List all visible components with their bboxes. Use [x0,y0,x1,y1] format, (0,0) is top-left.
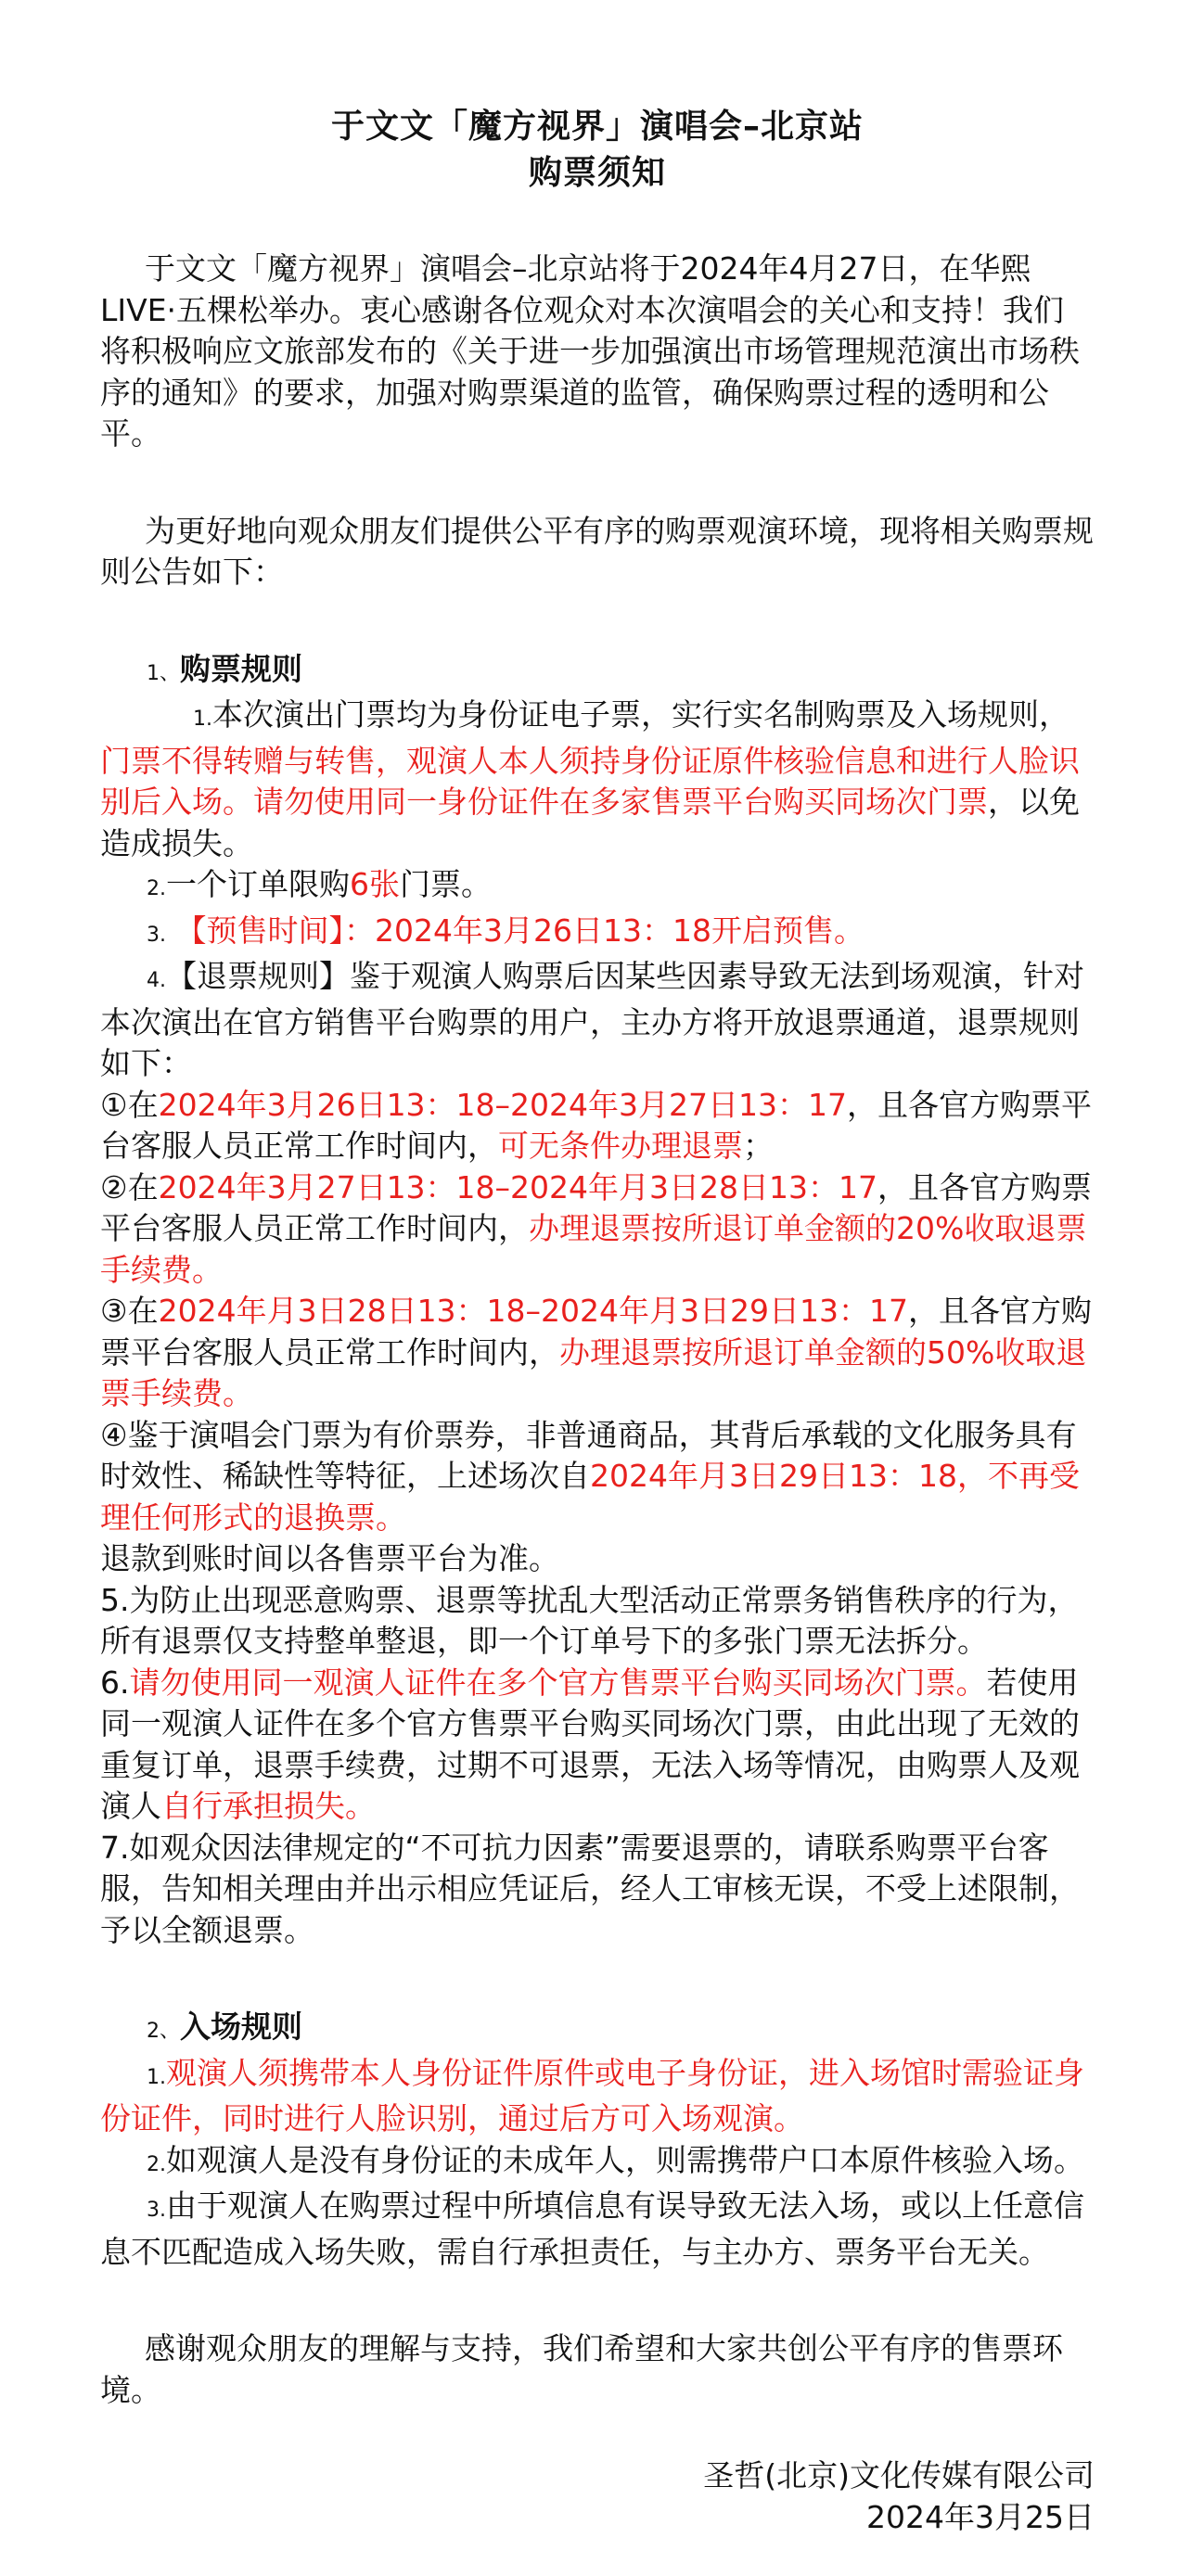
entry-rule-2: 2.如观演人是没有身份证的未成年人，则需携带户口本原件核验入场。 [147,2141,1084,2178]
notice-date: 2024年3月25日 [866,2498,1095,2535]
purchase-rule-1: 1.本次演出门票均为身份证电子票，实行实名制购票及入场规则，门票不得转赠与转售，观演人本人须持身份证原件核验信息和进行人脸识别后入场。请勿使用同一身份证件在多家售票平台购买同场次门票，以免造成损失。 [100,696,1080,861]
purchase-rule-7: 7.如观众因法律规定的“不可抗力因素”需要退票的，请联系购票平台客服，告知相关理由并出示相应凭证后，经人工审核无误，不受上述限制，予以全额退票。 [100,1829,1080,1948]
refund-rule-2: ②在2024年3月27日13：18–2024年月3日28日13：17，且各官方购票平台客服人员正常工作时间内，办理退票按所退订单金额的20%收取退票手续费。 [100,1168,1092,1288]
refund-note: 退款到账时间以各售票平台为准。 [100,1540,559,1576]
rule-number: 2. [147,2152,166,2176]
refund-rule-4: ④鉴于演唱会门票为有价票券，非普通商品，其背后承载的文化服务具有时效性、稀缺性等特征，上述场次自2024年月3日29日13：18，不再受理任何形式的退换票。 [100,1416,1080,1536]
rule-number: 4. [147,969,166,992]
entry-rule-3: 3.由于观演人在购票过程中所填信息有误导致无法入场，或以上任意信息不匹配造成入场失败，需自行承担责任，与主办方、票务平台无关。 [100,2187,1084,2270]
closing-paragraph: 感谢观众朋友的理解与支持，我们希望和大家共创公平有序的售票环境。 [100,2330,1063,2408]
ticket-limit: 6张 [350,866,400,902]
rule-number: 3. [147,923,166,947]
intro-paragraph-1: 于文文「魔方视界」演唱会–北京站将于2024年4月27日，在华熙LIVE·五棵松举办。衷心感谢各位观众对本次演唱会的关心和支持！我们将积极响应文旅部发布的《关于进一步加强演出市场管理规范演出市场秩序的通知》的要求，加强对购票渠道的监管，确保购票过程的透明和公平。 [100,250,1080,452]
company-name: 圣哲(北京)文化传媒有限公司 [703,2457,1095,2493]
refund-rule-3: ③在2024年月3日28日13：18–2024年月3日29日13：17，且各官方购票平台客服人员正常工作时间内，办理退票按所退订单金额的50%收取退票手续费。 [100,1293,1092,1411]
rule-highlight: 门票不得转赠与转售，观演人本人须持身份证原件核验信息和进行人脸识别后入场。请勿使用同一身份证件在多家售票平台购买同场次门票 [100,742,1080,820]
rule-number: 2. [147,877,166,900]
intro-paragraph-2: 为更好地向观众朋友们提供公平有序的购票观演环境，现将相关购票规则公告如下： [100,512,1094,590]
page-title: 于文文「魔方视界」演唱会–北京站 [330,108,864,146]
purchase-rule-3 [100,911,1095,957]
refund-rule-1: ①在2024年3月26日13：18–2024年3月27日13：17，且各官方购票平台客服人员正常工作时间内，可无条件办理退票； [100,1086,1092,1164]
section-2-title: 入场规则 [180,2009,302,2045]
section-2-number: 2、 [147,2020,180,2043]
purchase-rule-2: 2.一个订单限购6张门票。 [147,866,492,902]
purchase-rule-4: 4.【退票规则】鉴于观演人购票后因某些因素导致无法到场观演，针对本次演出在官方销售平台购票的用户，主办方将开放退票通道，退票规则如下： [100,958,1084,1081]
signature-block [703,2455,1095,2538]
title-block [100,104,1095,197]
purchase-rule-6: 6.请勿使用同一观演人证件在多个官方售票平台购买同场次门票。若使用同一观演人证件在多个官方售票平台购买同场次门票，由此出现了无效的重复订单，退票手续费，过期不可退票，无法入场等情况，由购票人及观演人自行承担损失。 [100,1664,1080,1824]
entry-rule-1: 1.观演人须携带本人身份证件原件或电子身份证，进入场馆时需验证身份证件，同时进行人脸识别，通过后方可入场观演。 [100,2054,1084,2136]
purchase-rule-5: 5.为防止出现恶意购票、退票等扰乱大型活动正常票务销售秩序的行为，所有退票仅支持整单整退，即一个订单号下的多张门票无法拆分。 [100,1581,1079,1659]
section-1-number: 1、 [147,661,180,685]
section-2-heading [147,2007,1095,2053]
page-subtitle: 购票须知 [528,154,666,192]
rule-number: 1. [147,2065,166,2089]
rule-number: 3. [147,2199,166,2222]
presale-time: 【预售时间】：2024年3月26日13：18开启预售。 [175,912,864,949]
section-1-heading [147,649,1095,695]
rule-number: 1. [193,708,212,731]
section-1-title: 购票规则 [180,650,302,687]
